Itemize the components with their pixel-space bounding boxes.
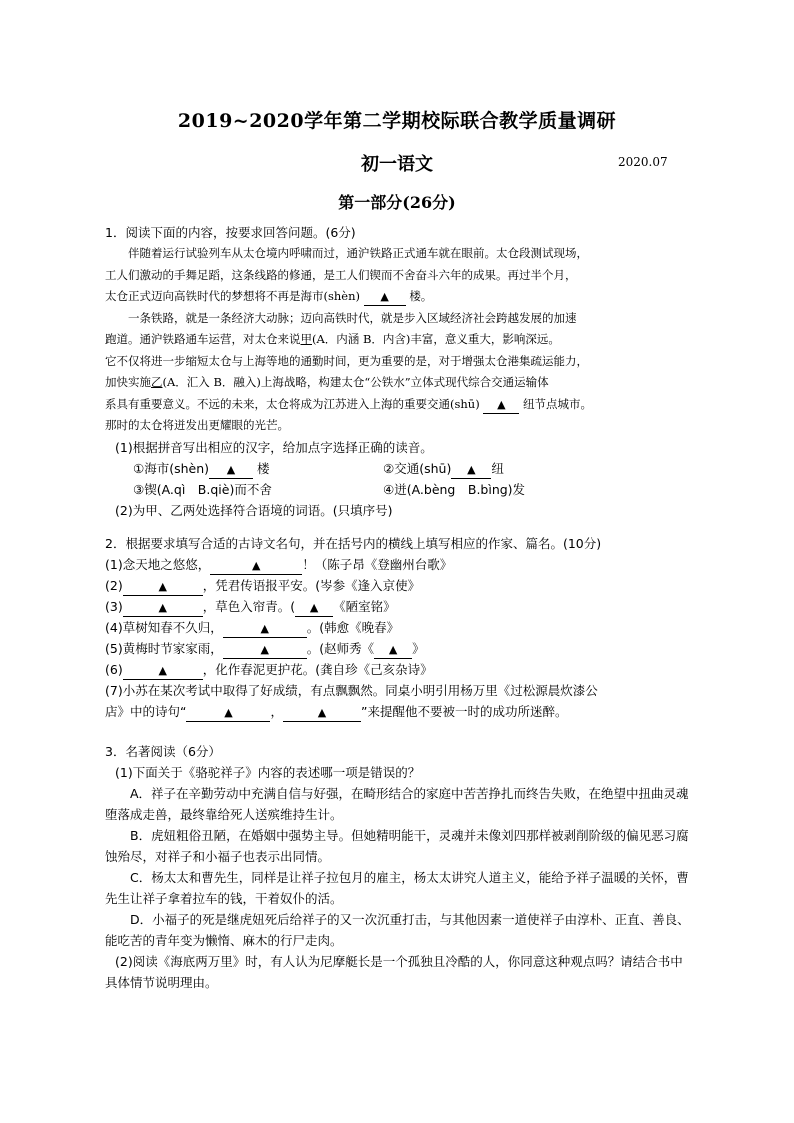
part-heading: 第一部分(26分)	[338, 193, 456, 212]
passage-text: 系具有重要意义。不远的未来，太仓将成为江苏进入上海的重要交通(shū)	[105, 396, 480, 411]
answer-blank[interactable]	[374, 641, 412, 659]
line-text: 。(赵师秀《	[306, 641, 375, 656]
q3-stem: 3．名著阅读（6分）	[105, 744, 221, 759]
passage-text: 加快实施	[105, 375, 151, 389]
exam-date: 2020.07	[618, 155, 668, 169]
item-2	[383, 458, 504, 479]
q3-sub2: (2)阅读《海底两万里》时，有人认为尼摩艇长是一个孤独且冷酷的人，你同意这种观点吗？请结合书中具体情节说明理由。	[105, 954, 683, 990]
answer-blank[interactable]	[123, 662, 203, 680]
passage-line	[105, 394, 690, 416]
line-text: ，	[270, 704, 283, 719]
q2-line-2	[105, 575, 690, 596]
line-text: (1)念天地之悠悠，	[105, 557, 211, 572]
item-text: ②交通(shū)	[383, 460, 452, 476]
q2-stem: 2．根据要求填写合适的古诗文名句，并在括号内的横线上填写相应的作家、篇名。(10分)	[105, 536, 602, 551]
answer-blank[interactable]	[295, 599, 333, 617]
marker-triangle: ▲	[158, 601, 167, 614]
passage-line: 一条铁路，就是一条经济大动脉；迈向高铁时代，就是步入区域经济社会跨越发展的加速	[128, 310, 577, 325]
answer-blank[interactable]	[364, 288, 406, 306]
q1-passage	[105, 243, 690, 437]
line-text: 》	[412, 641, 425, 656]
marker-triangle: ▲	[317, 706, 327, 719]
blank-yi: 乙	[151, 375, 163, 389]
answer-blank[interactable]	[451, 461, 491, 479]
marker-triangle: ▲	[467, 462, 476, 476]
line-text: (4)草树知春不久归，	[105, 620, 223, 635]
q2-line-6	[105, 659, 690, 680]
q2-line-5	[105, 638, 690, 659]
option-d[interactable]: D．小福子的死是继虎妞死后给祥子的又一次沉重打击，与其他因素一道使祥子由淳朴、正直、善良、能吃苦的青年变为懒惰、麻木的行尸走肉。	[105, 912, 690, 948]
line-text: ！（陈子昂《登幽州台歌》	[302, 557, 453, 572]
question-2	[105, 533, 690, 722]
answer-blank[interactable]	[283, 704, 361, 722]
item-text: 楼	[257, 460, 270, 476]
q2-line-7: (7)小苏在某次考试中取得了好成绩，有点飘飘然。同桌小明引用杨万里《过松源晨炊漆公	[105, 683, 598, 698]
line-text: ”来提醒他不要被一时的成功所迷醉。	[361, 704, 568, 719]
option-c[interactable]: C．杨太太和曹先生，同样是让祥子拉包月的雇主，杨太太讲究人道主义，能给予祥子温暖的关怀，曹先生让祥子拿着拉车的钱，干着奴仆的活。	[105, 870, 689, 906]
page-title: 2019~2020学年第二学期校际联合教学质量调研	[177, 110, 617, 132]
marker-triangle: ▲	[158, 664, 167, 677]
q2-line-7b	[105, 701, 690, 722]
passage-text: (A．内涵 B．内含)丰富，意义重大，影响深远。	[312, 332, 560, 346]
marker-triangle: ▲	[260, 622, 269, 635]
line-text: (3)	[105, 599, 123, 614]
passage-text: 太仓正式迈向高铁时代的梦想将不再是海市(shèn)	[105, 289, 360, 303]
marker-triangle: ▲	[309, 601, 319, 614]
line-text: 。(韩愈《晚春》	[306, 620, 400, 635]
passage-line: 伴随着运行试验列车从太仓境内呼啸而过，通沪铁路正式通车就在眼前。太仓段测试现场，	[128, 246, 588, 260]
item-3: ③锲(A.qì B.qiè)而不舍	[133, 481, 272, 497]
line-text: (5)黄梅时节家家雨，	[105, 641, 223, 656]
line-text: (2)	[105, 578, 123, 593]
marker-triangle: ▲	[388, 643, 398, 656]
q1-items-row	[105, 479, 690, 500]
q2-line-1	[105, 554, 690, 575]
answer-blank[interactable]	[209, 461, 253, 479]
item-1	[133, 458, 383, 479]
line-text: ，化作春泥更护花。(龚自珍《己亥杂诗》	[202, 662, 433, 677]
item-4: ④迸(A.bèng B.bìng)发	[383, 481, 526, 497]
marker-triangle: ▲	[380, 290, 389, 303]
answer-blank[interactable]	[123, 578, 203, 596]
marker-triangle: ▲	[260, 643, 269, 656]
answer-blank[interactable]	[223, 620, 307, 638]
question-3	[105, 741, 690, 993]
q1-items-row	[105, 458, 690, 479]
option-a[interactable]: A．祥子在辛勤劳动中充满自信与好强，在畸形结合的家庭中苦苦挣扎而终告失败，在绝望中扭曲灵魂堕落成走兽，最终靠给死人送殡维持生计。	[105, 786, 689, 822]
marker-triangle: ▲	[158, 580, 167, 593]
q1-sub1: (1)根据拼音写出相应的汉字，给加点字选择正确的读音。	[115, 439, 433, 455]
option-b[interactable]: B．虎妞粗俗丑陋，在婚姻中强势主导。但她精明能干，灵魂并未像刘四那样被剥削阶级的偏见恶习腐蚀殆尽，对祥子和小福子也表示出同情。	[105, 828, 689, 864]
line-text: 店》中的诗句“	[105, 704, 187, 719]
answer-blank[interactable]	[123, 599, 203, 617]
line-text: 《陋室铭》	[333, 599, 396, 614]
marker-triangle: ▲	[224, 706, 233, 719]
q2-line-4	[105, 617, 690, 638]
answer-blank[interactable]	[210, 557, 302, 575]
q3-sub1: (1)下面关于《骆驼祥子》内容的表述哪一项是错误的？	[115, 765, 421, 780]
passage-line	[105, 372, 690, 394]
passage-text: (A．汇入 B．融入)上海战略，构建太仓“公铁水”立体式现代综合交通运输体	[162, 375, 549, 389]
line-text: (6)	[105, 662, 123, 677]
line-text: ，草色入帘青。(	[202, 599, 296, 614]
answer-blank[interactable]	[483, 396, 519, 414]
item-text: ①海市(shèn)	[133, 460, 210, 476]
passage-line: 工人们激动的手舞足蹈，这条线路的修通，是工人们锲而不舍奋斗六年的成果。再过半个月，	[105, 267, 577, 282]
passage-line	[105, 286, 690, 308]
blank-jia: 甲	[300, 332, 312, 346]
subject-title: 初一语文	[361, 154, 433, 175]
marker-triangle: ▲	[251, 559, 261, 572]
answer-blank[interactable]	[223, 641, 307, 659]
q2-line-3	[105, 596, 690, 617]
passage-text: 楼。	[409, 289, 433, 303]
answer-blank[interactable]	[186, 704, 270, 722]
question-1	[105, 222, 690, 521]
line-text: ，凭君传语报平安。(岑参《逢入京使》	[202, 578, 421, 593]
passage-text: 跑道。通沪铁路通车运营，对太仓来说	[105, 332, 301, 346]
passage-text: 纽节点城市。	[523, 396, 592, 411]
passage-line: 那时的太仓将迸发出更耀眼的光芒。	[105, 418, 289, 432]
passage-line	[105, 329, 690, 351]
marker-triangle: ▲	[497, 397, 506, 411]
q1-stem: 1．阅读下面的内容，按要求回答问题。(6分)	[105, 225, 356, 240]
marker-triangle: ▲	[226, 462, 236, 476]
item-text: 纽	[491, 460, 504, 476]
passage-line: 它不仅将进一步缩短太仓与上海等地的通勤时间，更为重要的是，对于增强太仓港集疏运能力，	[105, 353, 588, 368]
q1-sub2: (2)为甲、乙两处选择符合语境的词语。(只填序号)	[115, 502, 393, 518]
